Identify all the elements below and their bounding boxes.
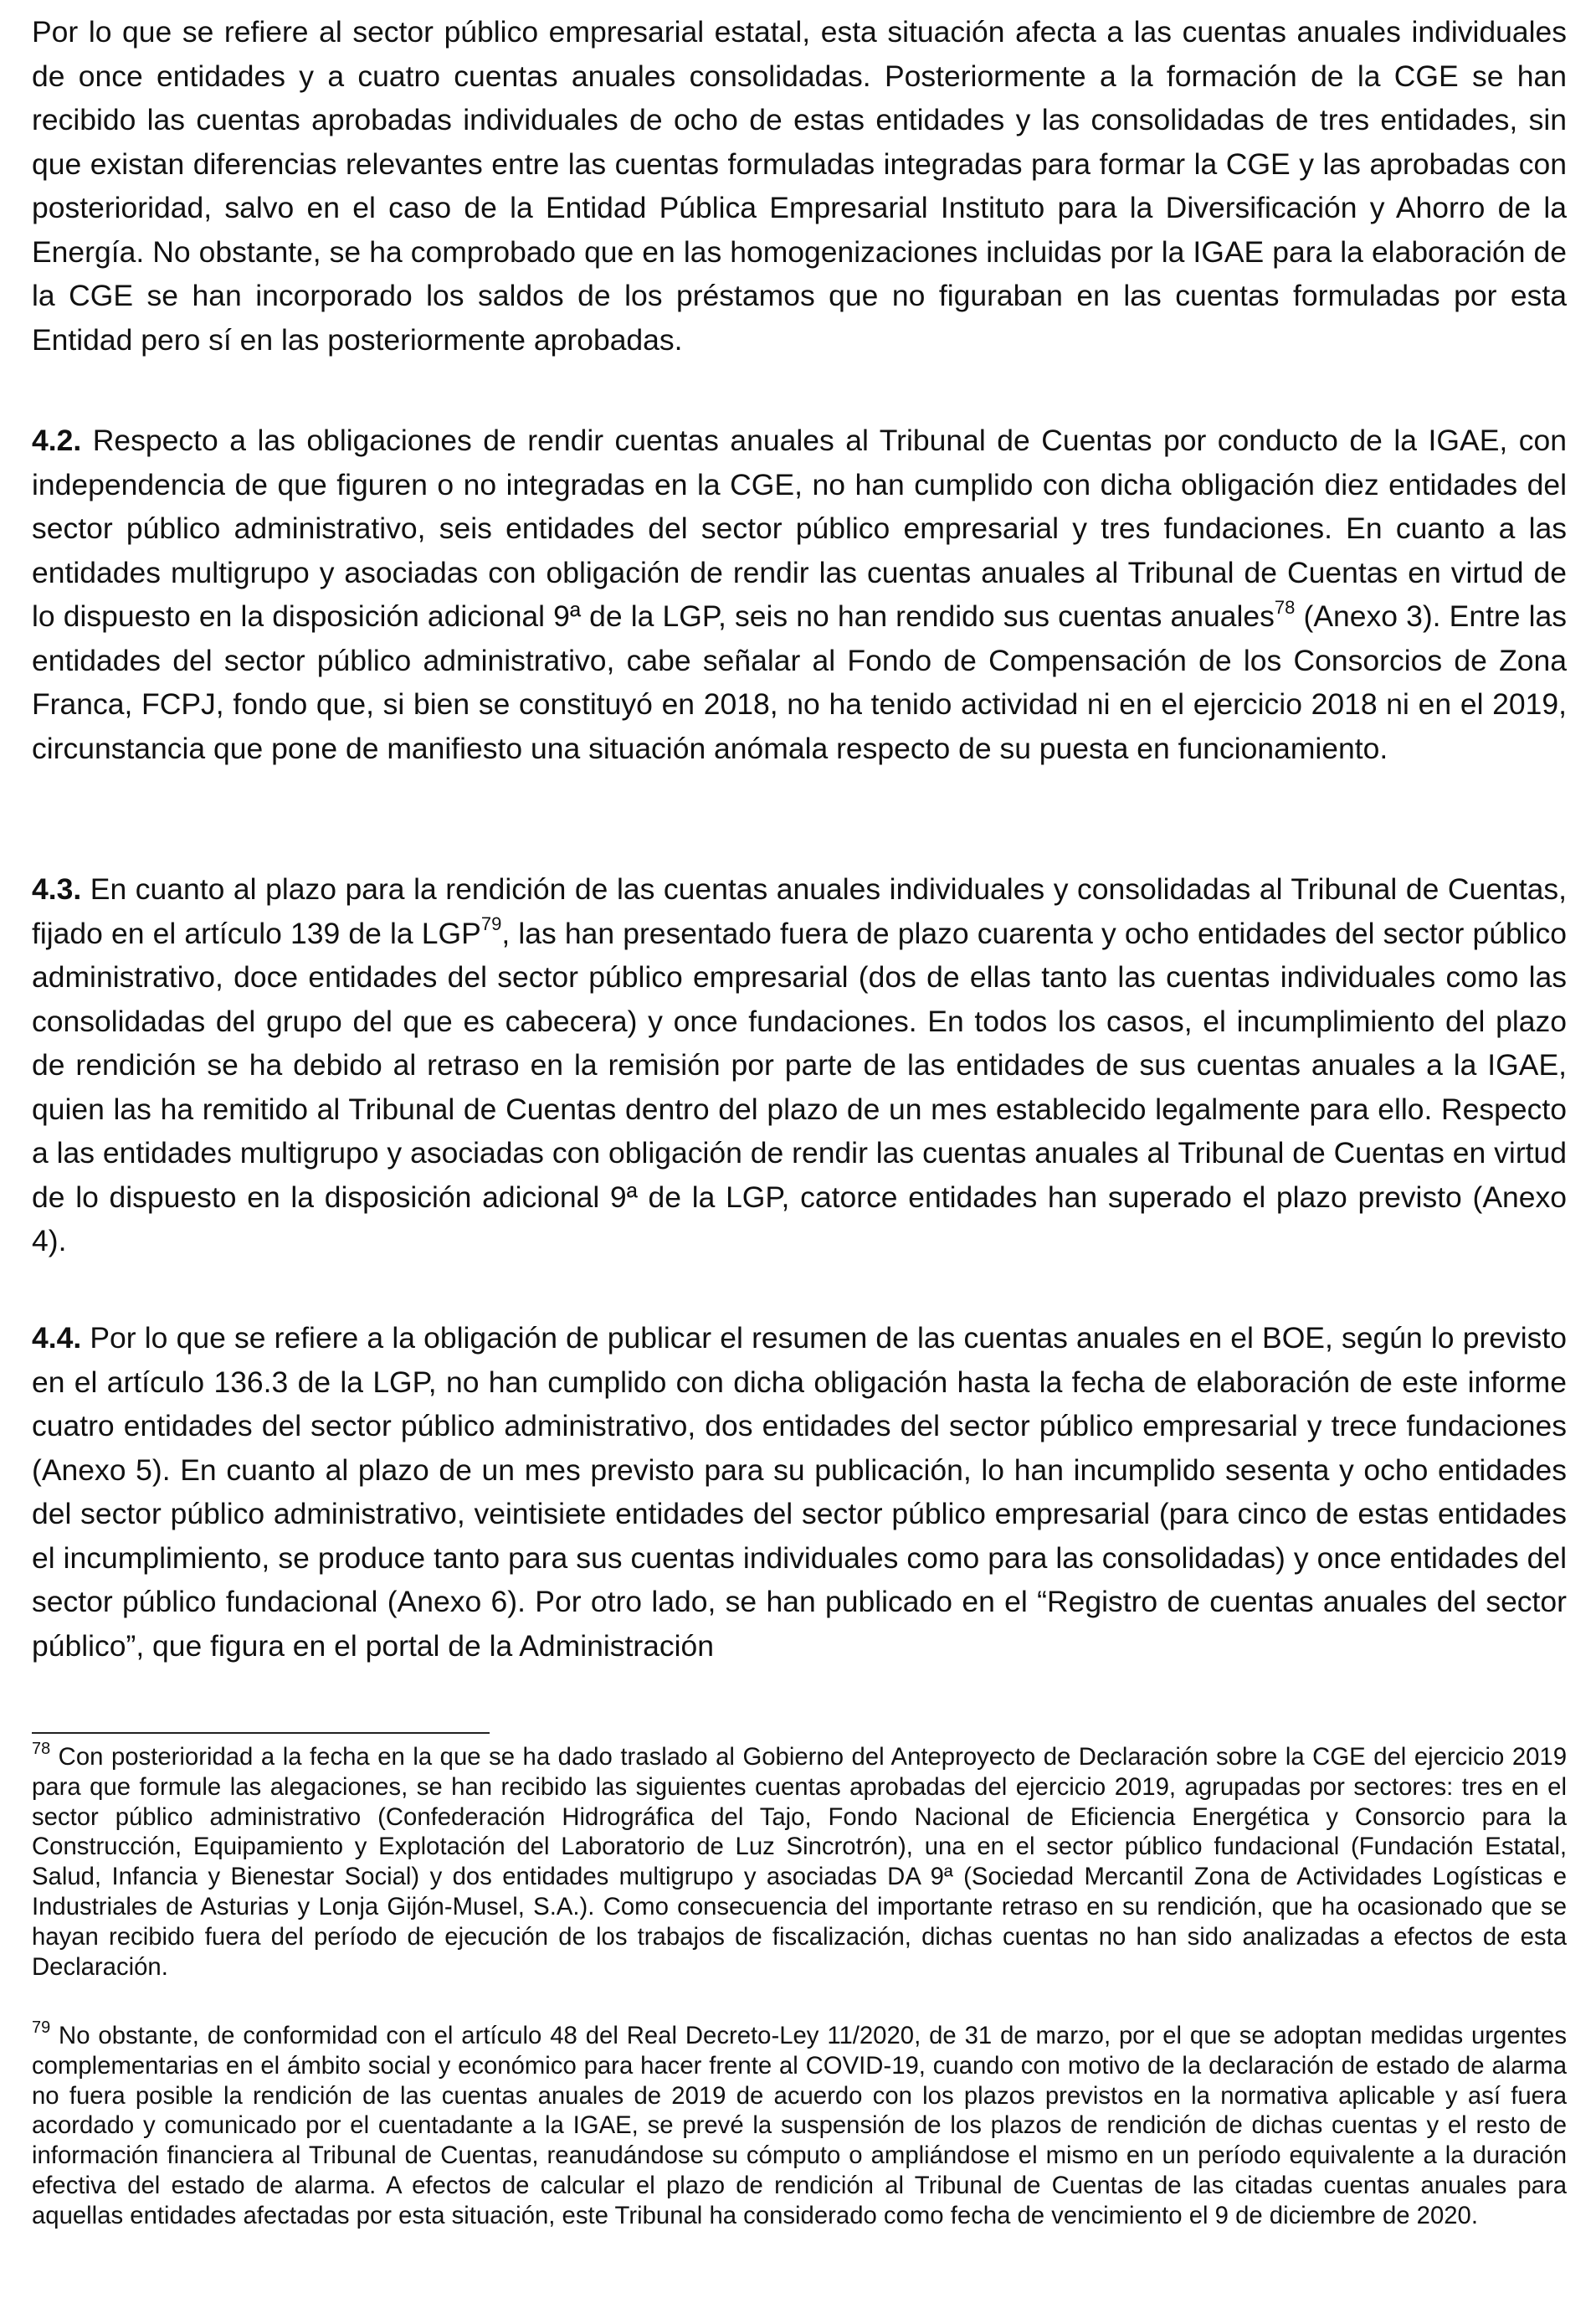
paragraph-text: (Anexo 3). Entre las entidades del sector público administrativo, cabe señalar al Fondo de Compensación de los Consorcios de Zona Franca, FCPJ, fondo que, si bien se constituyó en 2018, no ha tenido actividad ni en el ejercicio 2018 ni en el 2019, circunstancia que pone de manifiesto una situación anómala respecto de su puesta en funcionamiento.	[32, 599, 1568, 765]
section-number: 4.3.	[32, 872, 82, 906]
paragraph-text: En cuanto al plazo para la rendición de las cuentas anuales individuales y consolidadas al Tribunal de Cuentas, fijado en el artículo 139 de la LGP	[32, 872, 1567, 950]
footnote-ref-78[interactable]: 78	[1274, 596, 1296, 618]
footnote-ref-79[interactable]: 79	[480, 913, 502, 935]
section-4-4-paragraph	[32, 1316, 1567, 1668]
footnote-separator	[32, 1732, 490, 1734]
footnote-text: Con posterioridad a la fecha en la que se ha dado traslado al Gobierno del Anteproyecto de Declaración sobre la CGE del ejercicio 2019 para que formule las alegaciones, se han recibido las siguientes cuentas aprobadas del ejercicio 2019, agrupadas por sectores: tres en el sector público administrativo (Confederación Hidrográfica del Tajo, Fondo Nacional de Eficiencia Energética y Consorcio para la Construcción, Equipamiento y Explotación del Laboratorio de Luz Sincrotrón), una en el sector público fundacional (Fundación Estatal, Salud, Infancia y Bienestar Social) y dos entidades multigrupo y asociadas DA 9ª (Sociedad Mercantil Zona de Actividades Logísticas e Industriales de Asturias y Lonja Gijón-Musel, S.A.). Como consecuencia del importante retraso en su rendición, que ha ocasionado que se hayan recibido fuera del período de ejecución de los trabajos de fiscalización, dichas cuentas no han sido analizadas a efectos de esta Declaración.	[32, 1743, 1567, 1981]
footnote-number: 78	[32, 1740, 51, 1759]
paragraph-continuation	[32, 10, 1567, 362]
paragraph-text: Por lo que se refiere a la obligación de publicar el resumen de las cuentas anuales en el BOE, según lo previsto en el artículo 136.3 de la LGP, no han cumplido con dicha obligación hasta la fecha de elaboración de este informe cuatro entidades del sector público administrativo, dos entidades del sector público empresarial y trece fundaciones (Anexo 5). En cuanto al plazo de un mes previsto para su publicación, lo han incumplido sesenta y ocho entidades del sector público administrativo, veintisiete entidades del sector público empresarial (para cinco de estas entidades el incumplimiento, se produce tanto para sus cuentas individuales como para las consolidadas) y once entidades del sector público fundacional (Anexo 6). Por otro lado, se han publicado en el “Registro de cuentas anuales del sector público”, que figura en el portal de la Administración	[32, 1321, 1567, 1663]
section-4-2-paragraph	[32, 419, 1567, 770]
footnote-79	[32, 2018, 1567, 2231]
paragraph-text: Respecto a las obligaciones de rendir cuentas anuales al Tribunal de Cuentas por conducto de la IGAE, con independencia de que figuren o no integradas en la CGE, no han cumplido con dicha obligación diez entidades del sector público administrativo, seis entidades del sector público empresarial y tres fundaciones. En cuanto a las entidades multigrupo y asociadas con obligación de rendir las cuentas anuales al Tribunal de Cuentas en virtud de lo dispuesto en la disposición adicional 9ª de la LGP, seis no han rendido sus cuentas anuales	[32, 424, 1567, 633]
paragraph-text: , las han presentado fuera de plazo cuarenta y ocho entidades del sector público administrativo, doce entidades del sector público empresarial (dos de ellas tanto las cuentas individuales como las consolidadas del grupo del que es cabecera) y once fundaciones. En todos los casos, el incumplimiento del plazo de rendición se ha debido al retraso en la remisión por parte de las entidades de sus cuentas anuales a la IGAE, quien las ha remitido al Tribunal de Cuentas dentro del plazo de un mes establecido legalmente para ello. Respecto a las entidades multigrupo y asociadas con obligación de rendir las cuentas anuales al Tribunal de Cuentas en virtud de lo dispuesto en la disposición adicional 9ª de la LGP, catorce entidades han superado el plazo previsto (Anexo 4).	[32, 916, 1567, 1257]
footnote-number: 79	[32, 2018, 51, 2038]
footnote-78	[32, 1742, 1567, 1982]
footnote-text: No obstante, de conformidad con el artículo 48 del Real Decreto-Ley 11/2020, de 31 de marzo, por el que se adoptan medidas urgentes complementarias en el ámbito social y económico para hacer frente al COVID-19, cuando con motivo de la declaración de estado de alarma no fuera posible la rendición de las cuentas anuales de 2019 de acuerdo con los plazos previstos en la normativa aplicable y así fuera acordado y comunicado por el cuentadante a la IGAE, se prevé la suspensión de los plazos de rendición de dichas cuentas y el resto de información financiera al Tribunal de Cuentas, reanudándose su cómputo o ampliándose el mismo en un período equivalente a la duración efectiva del estado de alarma. A efectos de calcular el plazo de rendición al Tribunal de Cuentas de las citadas cuentas anuales para aquellas entidades afectadas por esta situación, este Tribunal ha considerado como fecha de vencimiento el 9 de diciembre de 2020.	[32, 2022, 1567, 2229]
paragraph-text: Por lo que se refiere al sector público empresarial estatal, esta situación afecta a las cuentas anuales individuales de once entidades y a cuatro cuentas anuales consolidadas. Posteriormente a la formación de la CGE se han recibido las cuentas aprobadas individuales de ocho de estas entidades y las consolidadas de tres entidades, sin que existan diferencias relevantes entre las cuentas formuladas integradas para formar la CGE y las aprobadas con posterioridad, salvo en el caso de la Entidad Pública Empresarial Instituto para la Diversificación y Ahorro de la Energía. No obstante, se ha comprobado que en las homogenizaciones incluidas por la IGAE para la elaboración de la CGE se han incorporado los saldos de los préstamos que no figuraban en las cuentas formuladas por esta Entidad pero sí en las posteriormente aprobadas.	[32, 15, 1567, 357]
section-number: 4.4.	[32, 1321, 82, 1355]
section-number: 4.2.	[32, 424, 82, 457]
section-4-3-paragraph	[32, 867, 1567, 1263]
